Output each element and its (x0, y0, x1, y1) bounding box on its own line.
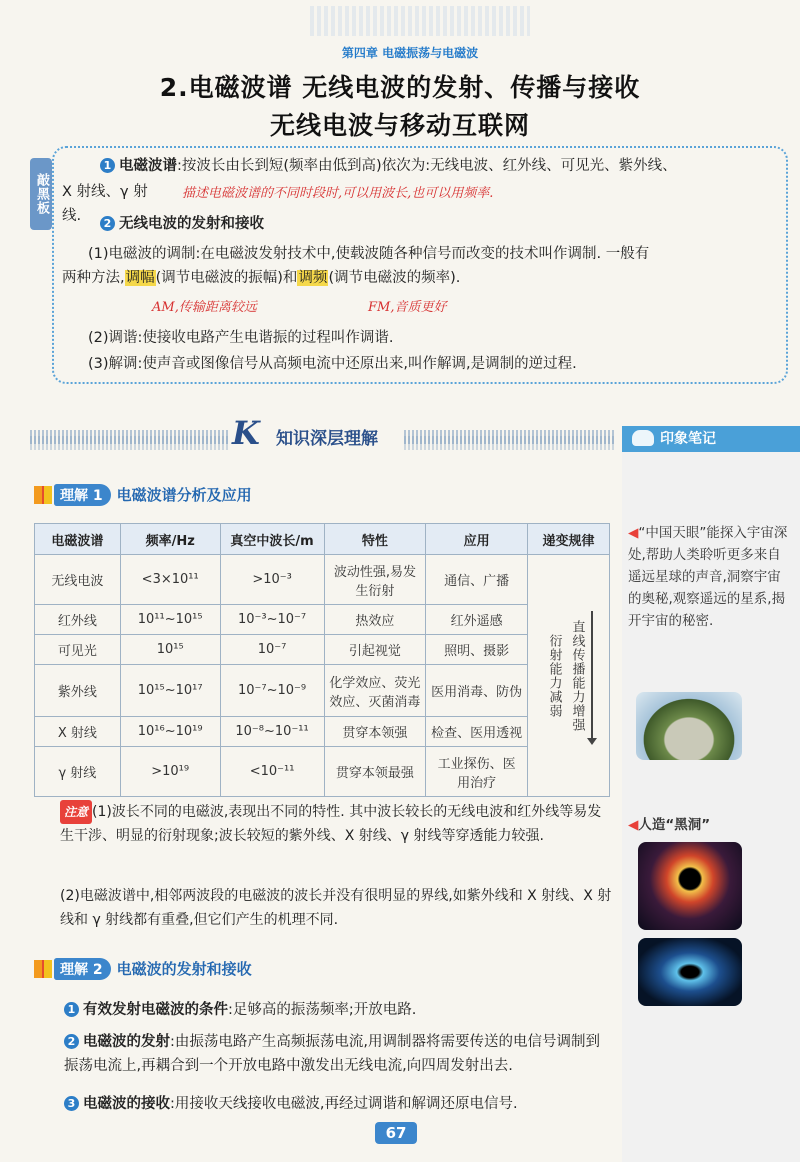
table-cell: 贯穿本领强 (324, 717, 426, 747)
number-2-icon: 2 (64, 1034, 79, 1049)
trend-cell (528, 555, 610, 797)
table-cell: 化学效应、荧光效应、灭菌消毒 (324, 665, 426, 717)
book-icon (34, 486, 52, 504)
column-header: 递变规律 (528, 524, 610, 555)
elephant-icon (632, 430, 654, 446)
divider-right-2 (404, 436, 614, 450)
table-cell: 10¹⁶~10¹⁹ (120, 717, 220, 747)
table-cell: <10⁻¹¹ (220, 747, 324, 797)
fast-telescope-image (636, 692, 742, 760)
table-cell: 无线电波 (35, 555, 121, 605)
column-header: 特性 (324, 524, 426, 555)
sidebar-header: 印象笔记 (622, 426, 800, 452)
table-cell: 10⁻⁷~10⁻⁹ (220, 665, 324, 717)
note-paragraph-2: (2)电磁波谱中,相邻两波段的电磁波的波长并没有很明显的界线,如紫外线和 X 射线、X 射线和 γ 射线都有重叠,但它们产生的机理不同. (60, 888, 612, 928)
book-icon (34, 960, 52, 978)
handwritten-fm: FM,音质更好 (368, 300, 447, 315)
sidebar-note-1: ◀“中国天眼”能探入宇宙深处,帮助人类聆听更多来自遥远星球的声音,洞察宇宙的奥秘,观察遥远的星系,揭开宇宙的秘密. (628, 525, 788, 629)
table-cell: 可见光 (35, 635, 121, 665)
table-cell: 10¹⁵ (120, 635, 220, 665)
handwritten-am: AM,传输距离较远 (152, 300, 257, 315)
table-cell: 工业探伤、医用治疗 (426, 747, 528, 797)
u2-item-1: 1 有效发射电磁波的条件:足够高的振荡频率;开放电路. (64, 998, 614, 1022)
memo-p1-cont: 两种方法,调幅(调节电磁波的振幅)和调频(调节电磁波的频率). (62, 270, 461, 286)
table-row (35, 555, 610, 605)
table-cell: 贯穿本领最强 (324, 747, 426, 797)
table-header-row (35, 524, 610, 555)
understanding-1-heading: 理解 1 电磁波谱分析及应用 (34, 484, 252, 506)
memo-p1: (1)电磁波的调制:在电磁波发射技术中,使载波随各种信号而改变的技术叫作调制. 一般有 (88, 246, 650, 262)
table-cell: 热效应 (324, 605, 426, 635)
section-k-icon: K (232, 414, 260, 452)
table-row (35, 717, 610, 747)
divider-left-2 (30, 436, 230, 450)
page-title: 2.电磁波谱 无线电波的发射、传播与接收 (159, 73, 641, 102)
column-header: 频率/Hz (120, 524, 220, 555)
page-number: 67 (375, 1122, 417, 1144)
note-paragraph-1: 注意 (1)波长不同的电磁波,表现出不同的特性. 其中波长较长的无线电波和红外线等易发生干涉、明显的衍射现象;波长较短的紫外线、X 射线、γ 射线等穿透能力较强. (60, 800, 612, 848)
handwritten-note-1: 描述电磁波谱的不同时段时,可以用波长,也可以用频率. (182, 186, 494, 201)
table-cell: 10⁻³~10⁻⁷ (220, 605, 324, 635)
number-1-icon: 1 (100, 158, 115, 173)
highlight-am: 调幅 (125, 270, 155, 286)
table-cell: 紫外线 (35, 665, 121, 717)
table-cell: 红外遥感 (426, 605, 528, 635)
number-1-icon: 1 (64, 1002, 79, 1017)
memo-item-1-cont: X 射线、γ 射线. (62, 184, 148, 224)
table-cell: 通信、广播 (426, 555, 528, 605)
table-cell: 10¹⁵~10¹⁷ (120, 665, 220, 717)
note-badge: 注意 (60, 800, 92, 824)
spectrum-table (34, 523, 610, 797)
table-cell: 检查、医用透视 (426, 717, 528, 747)
table-cell: 10¹¹~10¹⁵ (120, 605, 220, 635)
memo-item-2: 2 无线电波的发射和接收 (100, 212, 500, 236)
table-row (35, 747, 610, 797)
memo-item-1: 1 电磁波谱:按波长由长到短(频率由低到高)依次为:无线电波、红外线、可见光、紫外线、 (100, 154, 760, 178)
table-cell: 照明、摄影 (426, 635, 528, 665)
column-header: 电磁波谱 (35, 524, 121, 555)
page-subtitle: 无线电波与移动互联网 (269, 111, 530, 140)
table-cell: 医用消毒、防伪 (426, 665, 528, 717)
table-cell: 10⁻⁷ (220, 635, 324, 665)
trend-label-a: 直线传播能力增强 (569, 619, 585, 732)
table-cell: 波动性强,易发生衍射 (324, 555, 426, 605)
table-cell: γ 射线 (35, 747, 121, 797)
black-hole-image-2 (638, 938, 742, 1006)
table-cell: 红外线 (35, 605, 121, 635)
table-row (35, 665, 610, 717)
column-header: 真空中波长/m (220, 524, 324, 555)
table-cell: 引起视觉 (324, 635, 426, 665)
understanding-2-heading: 理解 2 电磁波的发射和接收 (34, 958, 252, 980)
table-cell: 10⁻⁸~10⁻¹¹ (220, 717, 324, 747)
number-3-icon: 3 (64, 1096, 79, 1111)
trend-label-b: 衍射能力减弱 (546, 633, 562, 718)
table-row (35, 605, 610, 635)
memo-p3: (3)解调:使声音或图像信号从高频电流中还原出来,叫作解调,是调制的逆过程. (88, 356, 577, 372)
memo-p2: (2)调谐:使接收电路产生电谐振的过程叫作调谐. (88, 330, 394, 346)
arrow-down-icon (591, 611, 593, 741)
u2-item-2: 2 电磁波的发射:由振荡电路产生高频振荡电流,用调制器将需要传送的电信号调制到振荡电流上,再耦合到一个开放电路中激发出无线电流,向四周发射出去. (64, 1034, 600, 1074)
table-cell: X 射线 (35, 717, 121, 747)
side-tab: 敲黑板 (30, 158, 52, 230)
number-2-icon: 2 (100, 216, 115, 231)
chapter-label: 第四章 电磁振荡与电磁波 (341, 46, 479, 60)
sidebar-note-2: ◀人造“黑洞” (628, 817, 711, 833)
column-header: 应用 (426, 524, 528, 555)
section-title: 知识深层理解 (276, 429, 378, 449)
header-decoration (310, 6, 530, 36)
table-row (35, 635, 610, 665)
highlight-fm: 调频 (298, 270, 328, 286)
u2-item-3: 3 电磁波的接收:用接收天线接收电磁波,再经过调谐和解调还原电信号. (64, 1092, 614, 1116)
table-cell: <3×10¹¹ (120, 555, 220, 605)
table-cell: >10⁻³ (220, 555, 324, 605)
black-hole-image-1 (638, 842, 742, 930)
table-cell: >10¹⁹ (120, 747, 220, 797)
